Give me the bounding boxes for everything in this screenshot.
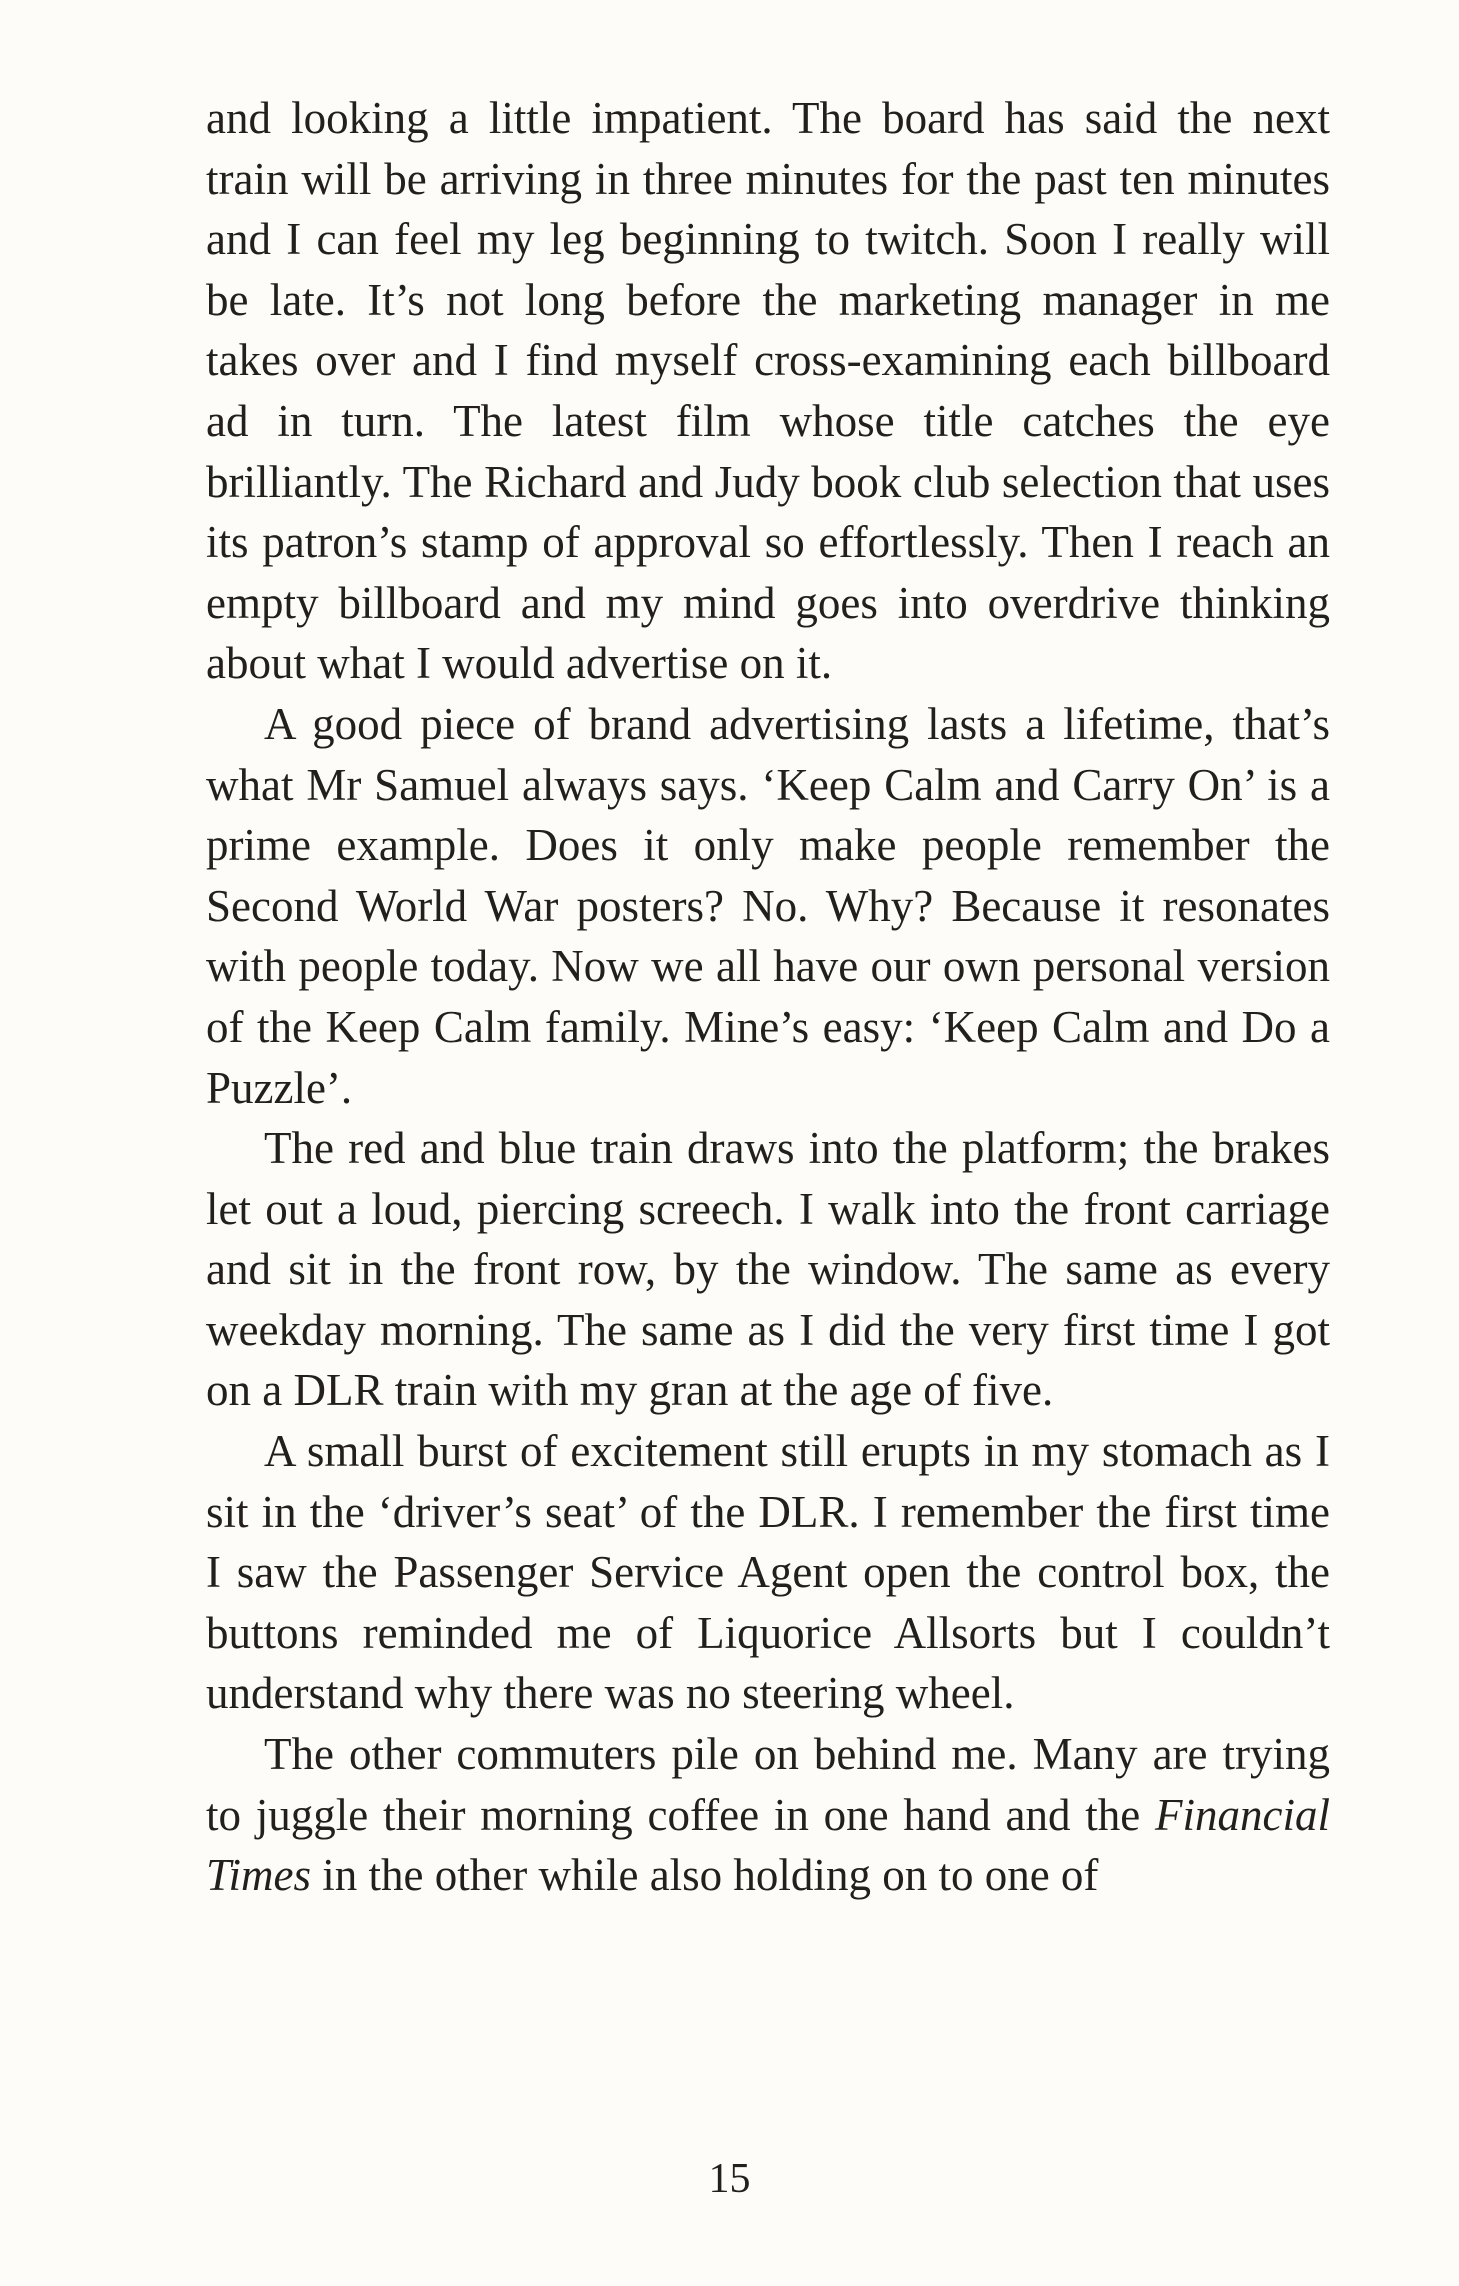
paragraph-commuters-end: in the other while also holding on to one of — [311, 1850, 1099, 1901]
paragraph-continuation: and looking a little impatient. The board has said the next train will be arriving in three minutes for the past ten minutes and I can feel my leg beginning to twitch. Soon I really will be late. It’s not long before the marketing manager in me takes over and I find myself cross-examining each billboard ad in turn. The latest film whose title catches the eye brilliantly. The Richard and Judy book club selection that uses its patron’s stamp of approval so effortlessly. Then I reach an empty billboard and my mind goes into overdrive thinking about what I would advertise on it. — [206, 93, 1330, 689]
paragraph-brand-advertising: A good piece of brand advertising lasts a lifetime, that’s what Mr Samuel always says. ‘Keep Calm and Carry On’ is a prime example. Does it only make people remember the Second World War posters? No. Why? Because it resonates with people today. Now we all have our own personal version of the Keep Calm family. Mine’s easy: ‘Keep Calm and Do a Puzzle’. — [206, 698, 1330, 1113]
paragraph-train-arrives: The red and blue train draws into the platform; the brakes let out a loud, piercing screech. I walk into the front carriage and sit in the front row, by the window. The same as every weekday morning. The same as I did the very first time I got on a DLR train with my gran at the age of five. — [206, 1123, 1330, 1416]
newspaper-title: Financial Times — [206, 1789, 1330, 1901]
page-number: 15 — [708, 2156, 751, 2202]
body-text — [206, 88, 1330, 1906]
paragraph-drivers-seat: A small burst of excitement still erupts in my stomach as I sit in the ‘driver’s seat’ of the DLR. I remember the first time I saw the Passenger Service Agent open the control box, the buttons reminded me of Liquorice Allsorts but I couldn’t understand why there was no steering wheel. — [206, 1426, 1330, 1719]
paragraph-commuters — [206, 1724, 1330, 1906]
paragraph-commuters-start: The other commuters pile on behind me. Many are trying to juggle their morning coffee in one hand and the — [206, 1729, 1330, 1840]
